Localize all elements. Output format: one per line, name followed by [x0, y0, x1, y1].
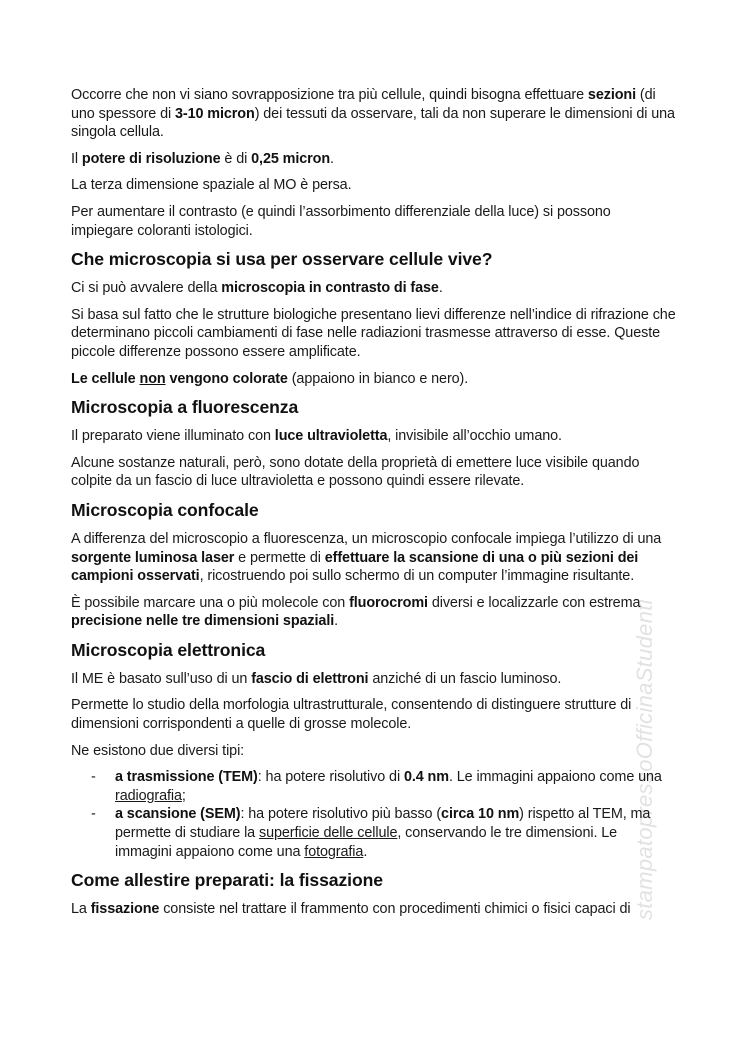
live-paragraph-phase-contrast	[71, 279, 676, 298]
bold-term: a trasmissione (TEM)	[115, 769, 258, 786]
confocal-paragraph-fluorochromes	[71, 594, 676, 631]
text: (appaiono in bianco e nero).	[287, 370, 469, 387]
text: ) dei tessuti da osservare, tali da non superare le dimensioni di una singola cellula.	[71, 105, 675, 141]
bold-term: 3-10 micron	[175, 105, 255, 122]
bold-term: effettuare la scansione di una o più sezioni dei campioni osservati	[71, 549, 639, 585]
bold-term: vengono colorate	[165, 370, 288, 387]
em-paragraph-types: Ne esistono due diversi tipi:	[71, 742, 245, 759]
text: : ha potere risolutivo di	[257, 769, 404, 786]
text: anziché di un fascio luminoso.	[368, 670, 562, 687]
text: .	[438, 280, 443, 297]
bold-term: 0,25 micron	[251, 150, 331, 167]
fluo-paragraph-uv	[71, 427, 676, 446]
em-paragraph-beam	[71, 670, 676, 689]
underlined-term: non	[139, 370, 166, 387]
intro-paragraph-resolution	[71, 150, 676, 169]
document-page	[71, 86, 676, 927]
bold-term: circa 10 nm	[441, 806, 520, 823]
em-paragraph-morphology: Permette lo studio della morfologia ultrastrutturale, consentendo di distinguere strutture di dimensioni corrispondenti a quelle di grosse molecole.	[71, 697, 632, 733]
bold-term: luce ultravioletta	[274, 428, 388, 445]
text: è di	[220, 150, 252, 167]
text: Il	[71, 150, 82, 167]
text: Il preparato viene illuminato con	[71, 428, 275, 445]
heading-confocal: Microscopia confocale	[71, 499, 259, 520]
live-paragraph-not-colored	[71, 370, 676, 389]
bold-term: sorgente luminosa laser	[71, 549, 235, 566]
dash-bullet-icon: -	[91, 769, 96, 786]
text: e permette di	[234, 549, 325, 566]
fluo-paragraph-substances: Alcune sostanze naturali, però, sono dotate della proprietà di emettere luce visibile quando colpite da un fascio di luce ultravioletta e possono quindi essere rilevate.	[71, 454, 640, 490]
heading-live-cells: Che microscopia si usa per osservare cellule vive?	[71, 249, 493, 270]
text: La	[71, 901, 91, 918]
text: . Le immagini appaiono come una	[448, 769, 662, 786]
bold-term: sezioni	[587, 87, 637, 103]
underlined-term: fotografia	[304, 843, 364, 860]
text: .	[330, 150, 334, 167]
text: Il ME è basato sull’uso di un	[71, 670, 252, 687]
bold-term: potere di risoluzione	[81, 150, 221, 167]
list-item-sem	[71, 805, 676, 861]
text: Ci si può avvalere della	[71, 280, 222, 297]
text: .	[334, 613, 339, 630]
heading-fixation: Come allestire preparati: la fissazione	[71, 870, 383, 891]
text: , invisibile all’occhio umano.	[387, 428, 562, 445]
underlined-term: radiografia	[115, 787, 182, 804]
text: Occorre che non vi siano sovrapposizione tra più cellule, quindi bisogna effettuare	[71, 87, 588, 103]
em-types-list	[71, 768, 676, 861]
heading-electron: Microscopia elettronica	[71, 639, 266, 660]
text: diversi e localizzarle con estrema	[427, 594, 641, 611]
bold-term: precisione nelle tre dimensioni spaziali	[71, 613, 335, 630]
bold-term: 0.4 nm	[403, 769, 449, 786]
bold-term: fascio di elettroni	[251, 670, 369, 687]
intro-paragraph-third-dimension: La terza dimensione spaziale al MO è persa.	[71, 177, 352, 194]
watermark: stampatopressoOfficinaStudenti	[632, 599, 657, 920]
text: : ha potere risolutivo più basso (	[240, 806, 442, 823]
text: ) rispetto al TEM, ma permette di studiare la	[115, 806, 651, 842]
text: .	[363, 843, 368, 860]
dash-bullet-icon: -	[91, 806, 96, 823]
text: , conservando le tre dimensioni. Le immagini appaiono come una	[115, 825, 618, 860]
intro-paragraph-contrast: Per aumentare il contrasto (e quindi l’assorbimento differenziale della luce) si possono impiegare coloranti istologici.	[71, 203, 611, 239]
bold-term: Le cellule	[71, 370, 140, 387]
underlined-term: superficie delle cellule	[258, 825, 398, 842]
fix-paragraph	[71, 900, 676, 919]
intro-paragraph-sections	[71, 86, 676, 142]
text: È possibile marcare una o più molecole con	[71, 594, 350, 611]
list-item-tem	[71, 768, 676, 805]
heading-fluorescence: Microscopia a fluorescenza	[71, 397, 299, 418]
bold-term: fluorocromi	[349, 594, 428, 611]
text: ;	[181, 787, 186, 804]
bold-term: a scansione (SEM)	[115, 806, 241, 823]
confocal-paragraph-laser	[71, 530, 676, 586]
bold-term: microscopia in contrasto di fase	[221, 280, 439, 297]
bold-term: fissazione	[90, 901, 160, 918]
text: , ricostruendo poi sullo schermo di un computer l’immagine risultante.	[199, 568, 635, 585]
text: consiste nel trattare il frammento con procedimenti chimici o fisici capaci di	[159, 901, 631, 918]
text: (di uno spessore di	[71, 87, 656, 122]
text: A differenza del microscopio a fluorescenza, un microscopio confocale impiega l’utilizzo di una	[71, 530, 662, 547]
live-paragraph-refraction: Si basa sul fatto che le strutture biologiche presentano lievi differenze nell’indice di rifrazione che determinano piccoli cambiamenti di fase nelle radiazioni trasmesse attraverso di esse. Queste piccole differenze possono essere amplificate.	[71, 306, 676, 360]
